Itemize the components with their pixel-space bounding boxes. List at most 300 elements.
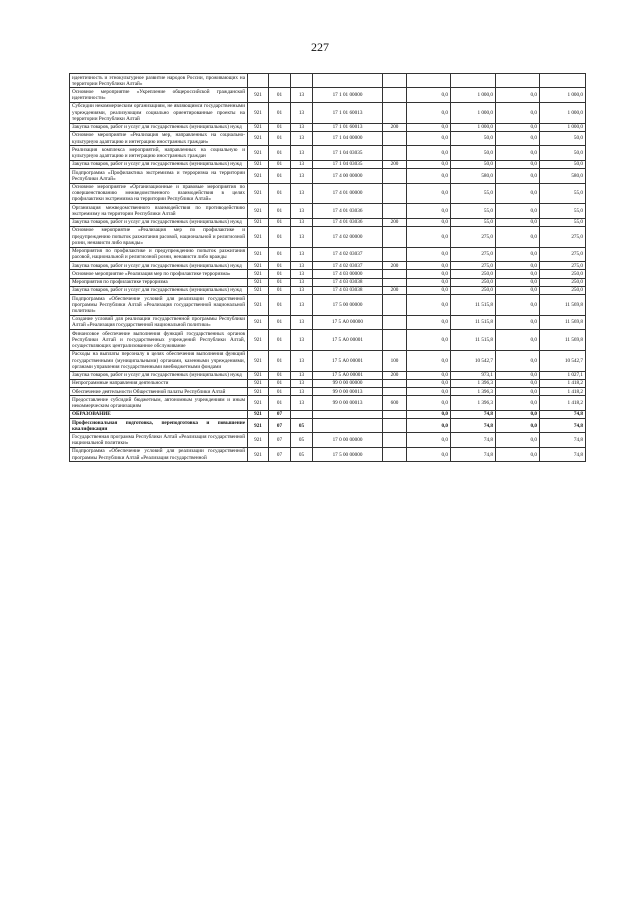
row-name: Организация межведомственного взаимодействия по противодействию экстремизму на территории Республики Алтай (70, 204, 248, 218)
value-2: 11 515,8 (451, 315, 496, 329)
row-name: Основное мероприятие «Организационные и правовые мероприятия по совершенствованию межведомственного взаимодействия в целях профилактики экстремизма на территории Республики Алтай» (70, 183, 248, 204)
row-name: Предоставление субсидий бюджетным, автономным учреждениям и иным некоммерческим организациям (70, 396, 248, 410)
value-4: 50,0 (540, 160, 586, 168)
value-1: 0,0 (407, 226, 451, 247)
section-code: 01 (269, 183, 291, 204)
table-row (70, 278, 586, 286)
table-row (70, 379, 586, 387)
target-article-code: 17 0 00 00000 (313, 433, 383, 447)
value-2: 250,0 (451, 286, 496, 294)
ministry-code: 921 (248, 218, 269, 226)
table-row (70, 350, 586, 371)
target-article-code: 17 5 А0 00000 (313, 315, 383, 329)
table-row (70, 371, 586, 379)
expense-type-code (383, 183, 407, 204)
value-3: 0,0 (496, 146, 540, 160)
target-article-code: 17 1 01 60013 (313, 123, 383, 131)
subsection-code (291, 410, 313, 418)
value-2: 1 396,3 (451, 379, 496, 387)
value-1: 0,0 (407, 270, 451, 278)
subsection-code: 13 (291, 146, 313, 160)
section-code: 01 (269, 262, 291, 270)
value-2: 11 515,8 (451, 295, 496, 316)
expense-type-code (383, 447, 407, 461)
section-code: 01 (269, 226, 291, 247)
section-code (269, 74, 291, 88)
value-3: 0,0 (496, 350, 540, 371)
expense-type-code (383, 169, 407, 183)
value-1: 0,0 (407, 169, 451, 183)
subsection-code: 13 (291, 169, 313, 183)
row-name: Подпрограмма «Обеспечение условий для реализации государственной программы Республики Алтай «Реализация государственной национальной политики» (70, 295, 248, 316)
table-row (70, 169, 586, 183)
value-4: 50,0 (540, 131, 586, 145)
target-article-code (313, 410, 383, 418)
table-row (70, 88, 586, 102)
subsection-code: 13 (291, 247, 313, 261)
expense-type-code (383, 102, 407, 123)
target-article-code: 17 4 02 00000 (313, 226, 383, 247)
section-code: 01 (269, 371, 291, 379)
ministry-code: 921 (248, 379, 269, 387)
ministry-code: 921 (248, 204, 269, 218)
expense-type-code (383, 433, 407, 447)
subsection-code: 13 (291, 102, 313, 123)
subsection-code: 13 (291, 330, 313, 351)
target-article-code: 99 0 00 00013 (313, 396, 383, 410)
target-article-code: 17 4 00 00000 (313, 169, 383, 183)
section-code: 01 (269, 160, 291, 168)
ministry-code: 921 (248, 146, 269, 160)
target-article-code (313, 419, 383, 433)
ministry-code: 921 (248, 102, 269, 123)
row-name: Мероприятия по профилактике и предупреждению попыток разжигания расовой, национальной и религиозной розни, ненависти либо вражды (70, 247, 248, 261)
value-4: 1 418,2 (540, 388, 586, 396)
table-row (70, 146, 586, 160)
value-2: 1 000,0 (451, 123, 496, 131)
expense-type-code (383, 74, 407, 88)
value-2: 50,0 (451, 160, 496, 168)
table-row (70, 419, 586, 433)
value-3: 0,0 (496, 270, 540, 278)
section-code: 01 (269, 278, 291, 286)
value-2: 250,0 (451, 278, 496, 286)
value-3: 0,0 (496, 330, 540, 351)
row-name: Непрограммные направления деятельности (70, 379, 248, 387)
section-code: 01 (269, 204, 291, 218)
ministry-code: 921 (248, 315, 269, 329)
ministry-code: 921 (248, 388, 269, 396)
value-2: 74,8 (451, 419, 496, 433)
expense-type-code: 200 (383, 286, 407, 294)
section-code: 01 (269, 218, 291, 226)
value-2 (451, 74, 496, 88)
value-3: 0,0 (496, 262, 540, 270)
target-article-code: 17 1 01 00000 (313, 88, 383, 102)
value-4: 55,0 (540, 183, 586, 204)
value-4: 580,0 (540, 169, 586, 183)
row-name: Реализация комплекса мероприятий, направленных на социальную и культурную адаптацию и интеграцию иностранных граждан (70, 146, 248, 160)
value-1: 0,0 (407, 88, 451, 102)
row-name: Закупка товаров, работ и услуг для государственных (муниципальных) нужд (70, 123, 248, 131)
section-code: 01 (269, 270, 291, 278)
ministry-code (248, 74, 269, 88)
subsection-code: 13 (291, 270, 313, 278)
target-article-code: 17 5 А0 00001 (313, 350, 383, 371)
value-2: 250,0 (451, 270, 496, 278)
section-code: 07 (269, 447, 291, 461)
section-code: 01 (269, 169, 291, 183)
expense-type-code (383, 247, 407, 261)
section-code: 01 (269, 295, 291, 316)
target-article-code: 17 4 01 00000 (313, 183, 383, 204)
subsection-code: 13 (291, 218, 313, 226)
target-article-code: 17 4 02 03037 (313, 262, 383, 270)
value-2: 580,0 (451, 169, 496, 183)
table-row (70, 315, 586, 329)
ministry-code: 921 (248, 410, 269, 418)
target-article-code: 17 1 04 03035 (313, 146, 383, 160)
value-1: 0,0 (407, 183, 451, 204)
subsection-code: 13 (291, 226, 313, 247)
value-3: 0,0 (496, 396, 540, 410)
value-1: 0,0 (407, 160, 451, 168)
expense-type-code: 100 (383, 350, 407, 371)
value-4 (540, 74, 586, 88)
table-row (70, 204, 586, 218)
value-4: 74,8 (540, 410, 586, 418)
section-code: 01 (269, 350, 291, 371)
section-code: 01 (269, 88, 291, 102)
expense-type-code: 200 (383, 218, 407, 226)
ministry-code: 921 (248, 262, 269, 270)
subsection-code: 13 (291, 123, 313, 131)
subsection-code: 13 (291, 388, 313, 396)
table-body (70, 74, 586, 462)
ministry-code: 921 (248, 226, 269, 247)
value-3: 0,0 (496, 131, 540, 145)
target-article-code: 17 5 А0 00001 (313, 330, 383, 351)
subsection-code: 05 (291, 433, 313, 447)
value-1: 0,0 (407, 315, 451, 329)
value-1: 0,0 (407, 262, 451, 270)
subsection-code: 13 (291, 286, 313, 294)
section-code: 01 (269, 146, 291, 160)
value-3: 0,0 (496, 410, 540, 418)
target-article-code: 17 4 03 00000 (313, 270, 383, 278)
row-name: Закупка товаров, работ и услуг для государственных (муниципальных) нужд (70, 371, 248, 379)
ministry-code: 921 (248, 330, 269, 351)
value-3: 0,0 (496, 218, 540, 226)
value-4: 74,8 (540, 447, 586, 461)
row-name: Закупка товаров, работ и услуг для государственных (муниципальных) нужд (70, 218, 248, 226)
value-4: 55,0 (540, 218, 586, 226)
expense-type-code: 200 (383, 123, 407, 131)
ministry-code: 921 (248, 169, 269, 183)
value-3: 0,0 (496, 388, 540, 396)
subsection-code: 13 (291, 183, 313, 204)
subsection-code: 13 (291, 88, 313, 102)
value-4: 11 569,8 (540, 330, 586, 351)
subsection-code: 13 (291, 396, 313, 410)
table-row (70, 410, 586, 418)
table-row (70, 330, 586, 351)
value-1: 0,0 (407, 410, 451, 418)
ministry-code: 921 (248, 447, 269, 461)
ministry-code: 921 (248, 419, 269, 433)
row-name: ОБРАЗОВАНИЕ (70, 410, 248, 418)
value-4: 250,0 (540, 278, 586, 286)
table-row (70, 74, 586, 88)
section-code: 01 (269, 102, 291, 123)
value-1: 0,0 (407, 447, 451, 461)
expense-type-code (383, 88, 407, 102)
value-4: 1 418,2 (540, 396, 586, 410)
table-row (70, 183, 586, 204)
subsection-code: 13 (291, 204, 313, 218)
target-article-code: 17 1 04 00000 (313, 131, 383, 145)
target-article-code: 17 5 00 00000 (313, 295, 383, 316)
value-3: 0,0 (496, 433, 540, 447)
target-article-code: 99 0 00 00013 (313, 388, 383, 396)
section-code: 01 (269, 247, 291, 261)
expense-type-code (383, 226, 407, 247)
section-code: 01 (269, 315, 291, 329)
subsection-code: 13 (291, 350, 313, 371)
value-3: 0,0 (496, 204, 540, 218)
subsection-code: 13 (291, 262, 313, 270)
value-4: 1 000,0 (540, 123, 586, 131)
value-2: 1 396,3 (451, 396, 496, 410)
value-4: 11 569,8 (540, 295, 586, 316)
value-4: 250,0 (540, 270, 586, 278)
value-2: 1 396,3 (451, 388, 496, 396)
section-code: 01 (269, 123, 291, 131)
table-row (70, 247, 586, 261)
section-code: 01 (269, 388, 291, 396)
row-name: Подпрограмма «Профилактика экстремизма и терроризма на территории Республики Алтай» (70, 169, 248, 183)
value-3: 0,0 (496, 278, 540, 286)
ministry-code: 921 (248, 270, 269, 278)
table-row (70, 270, 586, 278)
target-article-code: 99 0 00 00000 (313, 379, 383, 387)
value-3: 0,0 (496, 315, 540, 329)
table-row (70, 286, 586, 294)
value-4: 1 000,0 (540, 88, 586, 102)
value-2: 275,0 (451, 226, 496, 247)
ministry-code: 921 (248, 88, 269, 102)
budget-table (69, 73, 586, 462)
value-4: 275,0 (540, 226, 586, 247)
section-code: 01 (269, 131, 291, 145)
row-name: Создание условий для реализации государственной программы Республики Алтай «Реализация государственной национальной политики» (70, 315, 248, 329)
ministry-code: 921 (248, 371, 269, 379)
target-article-code: 17 5 А0 00001 (313, 371, 383, 379)
value-4: 74,8 (540, 419, 586, 433)
table-row (70, 396, 586, 410)
subsection-code: 13 (291, 315, 313, 329)
target-article-code: 17 5 00 00000 (313, 447, 383, 461)
row-name: идентичность и этнокультурное развитие народов России, проживающих на территории Республики Алтай» (70, 74, 248, 88)
subsection-code: 13 (291, 371, 313, 379)
target-article-code: 17 1 04 03035 (313, 160, 383, 168)
ministry-code: 921 (248, 131, 269, 145)
value-2: 1 000,0 (451, 88, 496, 102)
table-row (70, 131, 586, 145)
ministry-code: 921 (248, 123, 269, 131)
value-3: 0,0 (496, 123, 540, 131)
section-code: 01 (269, 286, 291, 294)
value-2: 74,8 (451, 433, 496, 447)
expense-type-code (383, 295, 407, 316)
target-article-code: 17 4 01 03036 (313, 204, 383, 218)
table-row (70, 123, 586, 131)
value-1: 0,0 (407, 419, 451, 433)
ministry-code: 921 (248, 247, 269, 261)
value-3: 0,0 (496, 295, 540, 316)
value-3: 0,0 (496, 247, 540, 261)
table-row (70, 433, 586, 447)
row-name: Профессиональная подготовка, переподготовка и повышение квалификации (70, 419, 248, 433)
value-3: 0,0 (496, 286, 540, 294)
value-2: 74,8 (451, 410, 496, 418)
value-4: 250,0 (540, 286, 586, 294)
value-1: 0,0 (407, 218, 451, 226)
row-name: Обеспечение деятельности Общественной палаты Республики Алтай (70, 388, 248, 396)
row-name: Закупка товаров, работ и услуг для государственных (муниципальных) нужд (70, 286, 248, 294)
expense-type-code (383, 388, 407, 396)
section-code: 07 (269, 433, 291, 447)
value-3 (496, 74, 540, 88)
subsection-code: 13 (291, 278, 313, 286)
value-1: 0,0 (407, 371, 451, 379)
subsection-code: 05 (291, 447, 313, 461)
value-3: 0,0 (496, 183, 540, 204)
value-4: 275,0 (540, 247, 586, 261)
ministry-code: 921 (248, 350, 269, 371)
value-3: 0,0 (496, 419, 540, 433)
value-3: 0,0 (496, 226, 540, 247)
section-code: 01 (269, 379, 291, 387)
row-name: Расходы на выплаты персоналу в целях обеспечения выполнения функций государственными (муниципальными) органами, казенными учреждениями, органами управления государственными внебюджетными фондами (70, 350, 248, 371)
value-4: 275,0 (540, 262, 586, 270)
expense-type-code (383, 330, 407, 351)
value-3: 0,0 (496, 371, 540, 379)
expense-type-code (383, 315, 407, 329)
expense-type-code (383, 204, 407, 218)
value-1: 0,0 (407, 102, 451, 123)
value-2: 275,0 (451, 247, 496, 261)
expense-type-code: 600 (383, 396, 407, 410)
table-row (70, 295, 586, 316)
value-4: 55,0 (540, 204, 586, 218)
value-3: 0,0 (496, 88, 540, 102)
value-3: 0,0 (496, 160, 540, 168)
expense-type-code (383, 379, 407, 387)
row-name: Закупка товаров, работ и услуг для государственных (муниципальных) нужд (70, 160, 248, 168)
expense-type-code: 200 (383, 371, 407, 379)
table-row (70, 262, 586, 270)
ministry-code: 921 (248, 396, 269, 410)
value-1: 0,0 (407, 388, 451, 396)
value-4: 10 542,7 (540, 350, 586, 371)
expense-type-code (383, 410, 407, 418)
section-code: 07 (269, 410, 291, 418)
value-2: 1 000,0 (451, 102, 496, 123)
ministry-code: 921 (248, 278, 269, 286)
value-1: 0,0 (407, 295, 451, 316)
target-article-code: 17 4 02 03037 (313, 247, 383, 261)
ministry-code: 921 (248, 160, 269, 168)
section-code: 07 (269, 419, 291, 433)
value-1: 0,0 (407, 433, 451, 447)
row-name: Подпрограмма «Обеспечение условий для реализации государственной программы Республики Алтай «Реализация государственной (70, 447, 248, 461)
subsection-code: 13 (291, 160, 313, 168)
value-2: 11 515,8 (451, 330, 496, 351)
value-1 (407, 74, 451, 88)
value-1: 0,0 (407, 123, 451, 131)
page-number: 227 (311, 40, 329, 54)
ministry-code: 921 (248, 433, 269, 447)
value-2: 55,0 (451, 204, 496, 218)
target-article-code: 17 4 01 03036 (313, 218, 383, 226)
subsection-code: 05 (291, 419, 313, 433)
value-1: 0,0 (407, 396, 451, 410)
ministry-code: 921 (248, 183, 269, 204)
expense-type-code (383, 419, 407, 433)
expense-type-code: 200 (383, 262, 407, 270)
table-row (70, 388, 586, 396)
value-4: 1 418,2 (540, 379, 586, 387)
subsection-code (291, 74, 313, 88)
expense-type-code (383, 270, 407, 278)
subsection-code: 13 (291, 295, 313, 316)
value-1: 0,0 (407, 278, 451, 286)
value-1: 0,0 (407, 379, 451, 387)
value-3: 0,0 (496, 379, 540, 387)
table-row (70, 226, 586, 247)
value-3: 0,0 (496, 447, 540, 461)
value-2: 50,0 (451, 131, 496, 145)
value-4: 74,8 (540, 433, 586, 447)
row-name: Основное мероприятие «Укрепление общероссийской гражданской идентичности» (70, 88, 248, 102)
value-2: 973,1 (451, 371, 496, 379)
target-article-code: 17 4 03 03038 (313, 286, 383, 294)
value-4: 11 569,8 (540, 315, 586, 329)
value-2: 50,0 (451, 146, 496, 160)
value-1: 0,0 (407, 204, 451, 218)
expense-type-code (383, 146, 407, 160)
expense-type-code (383, 131, 407, 145)
table-row (70, 218, 586, 226)
subsection-code: 13 (291, 131, 313, 145)
table-row (70, 160, 586, 168)
value-1: 0,0 (407, 247, 451, 261)
ministry-code: 921 (248, 286, 269, 294)
section-code: 01 (269, 330, 291, 351)
value-1: 0,0 (407, 350, 451, 371)
value-2: 55,0 (451, 183, 496, 204)
ministry-code: 921 (248, 295, 269, 316)
expense-type-code: 200 (383, 160, 407, 168)
value-4: 1 027,1 (540, 371, 586, 379)
value-2: 55,0 (451, 218, 496, 226)
value-1: 0,0 (407, 146, 451, 160)
row-name: Закупка товаров, работ и услуг для государственных (муниципальных) нужд (70, 262, 248, 270)
expense-type-code (383, 278, 407, 286)
value-1: 0,0 (407, 330, 451, 351)
target-article-code: 17 1 01 60013 (313, 102, 383, 123)
